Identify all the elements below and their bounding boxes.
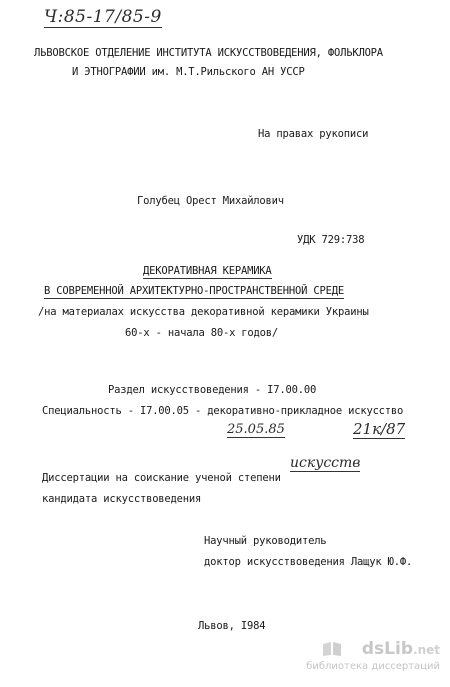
author-name: Голубец Орест Михайлович: [137, 195, 284, 207]
book-icon: [322, 641, 342, 657]
watermark-logo: [362, 639, 440, 659]
supervisor-name: доктор искусствоведения Лащук Ю.Ф.: [204, 556, 413, 568]
specialty-code: Специальность - I7.00.05 - декоративно-прикладное искусство: [42, 405, 404, 417]
dissertation-line-1: Диссертации на соискание ученой степени: [42, 472, 281, 484]
institution-line-1: ЛЬВОВСКОЕ ОТДЕЛЕНИЕ ИНСТИТУТА ИСКУССТВОВЕДЕНИЯ, ФОЛЬКЛОРА: [34, 47, 383, 59]
handwritten-code: Ч:85-17/85-9: [44, 7, 162, 27]
title-line-4: 60-х - начала 80-х годов/: [125, 327, 279, 339]
handwritten-date: 25.05.85: [227, 422, 285, 437]
watermark-caption: библиотека диссертаций: [306, 661, 440, 672]
dissertation-line-2: кандидата искусствоведения: [42, 493, 202, 505]
section-code: Раздел искусствоведения - I7.00.00: [108, 384, 317, 396]
handwritten-subject: искусств: [290, 455, 361, 471]
title-line-1: ДЕКОРАТИВНАЯ КЕРАМИКА: [143, 265, 272, 277]
udc-code: УДК 729:738: [297, 234, 365, 246]
supervisor-label: Научный руководитель: [204, 535, 327, 547]
institution-line-2: И ЭТНОГРАФИИ им. М.Т.Рильского АН УССР: [72, 66, 305, 78]
rights-note: На правах рукописи: [258, 128, 369, 140]
place-year: Львов, I984: [198, 620, 266, 632]
title-line-3: /на материалах искусства декоративной керамики Украины: [38, 306, 369, 318]
handwritten-number: 21к/87: [353, 420, 406, 438]
watermark-logo-name: dsLib: [361, 639, 414, 659]
title-line-2: В СОВРЕМЕННОЙ АРХИТЕКТУРНО-ПРОСТРАНСТВЕННОЙ СРЕДЕ: [44, 285, 344, 297]
watermark-logo-tld: .net: [413, 643, 440, 657]
watermark-stamp: [258, 639, 440, 679]
